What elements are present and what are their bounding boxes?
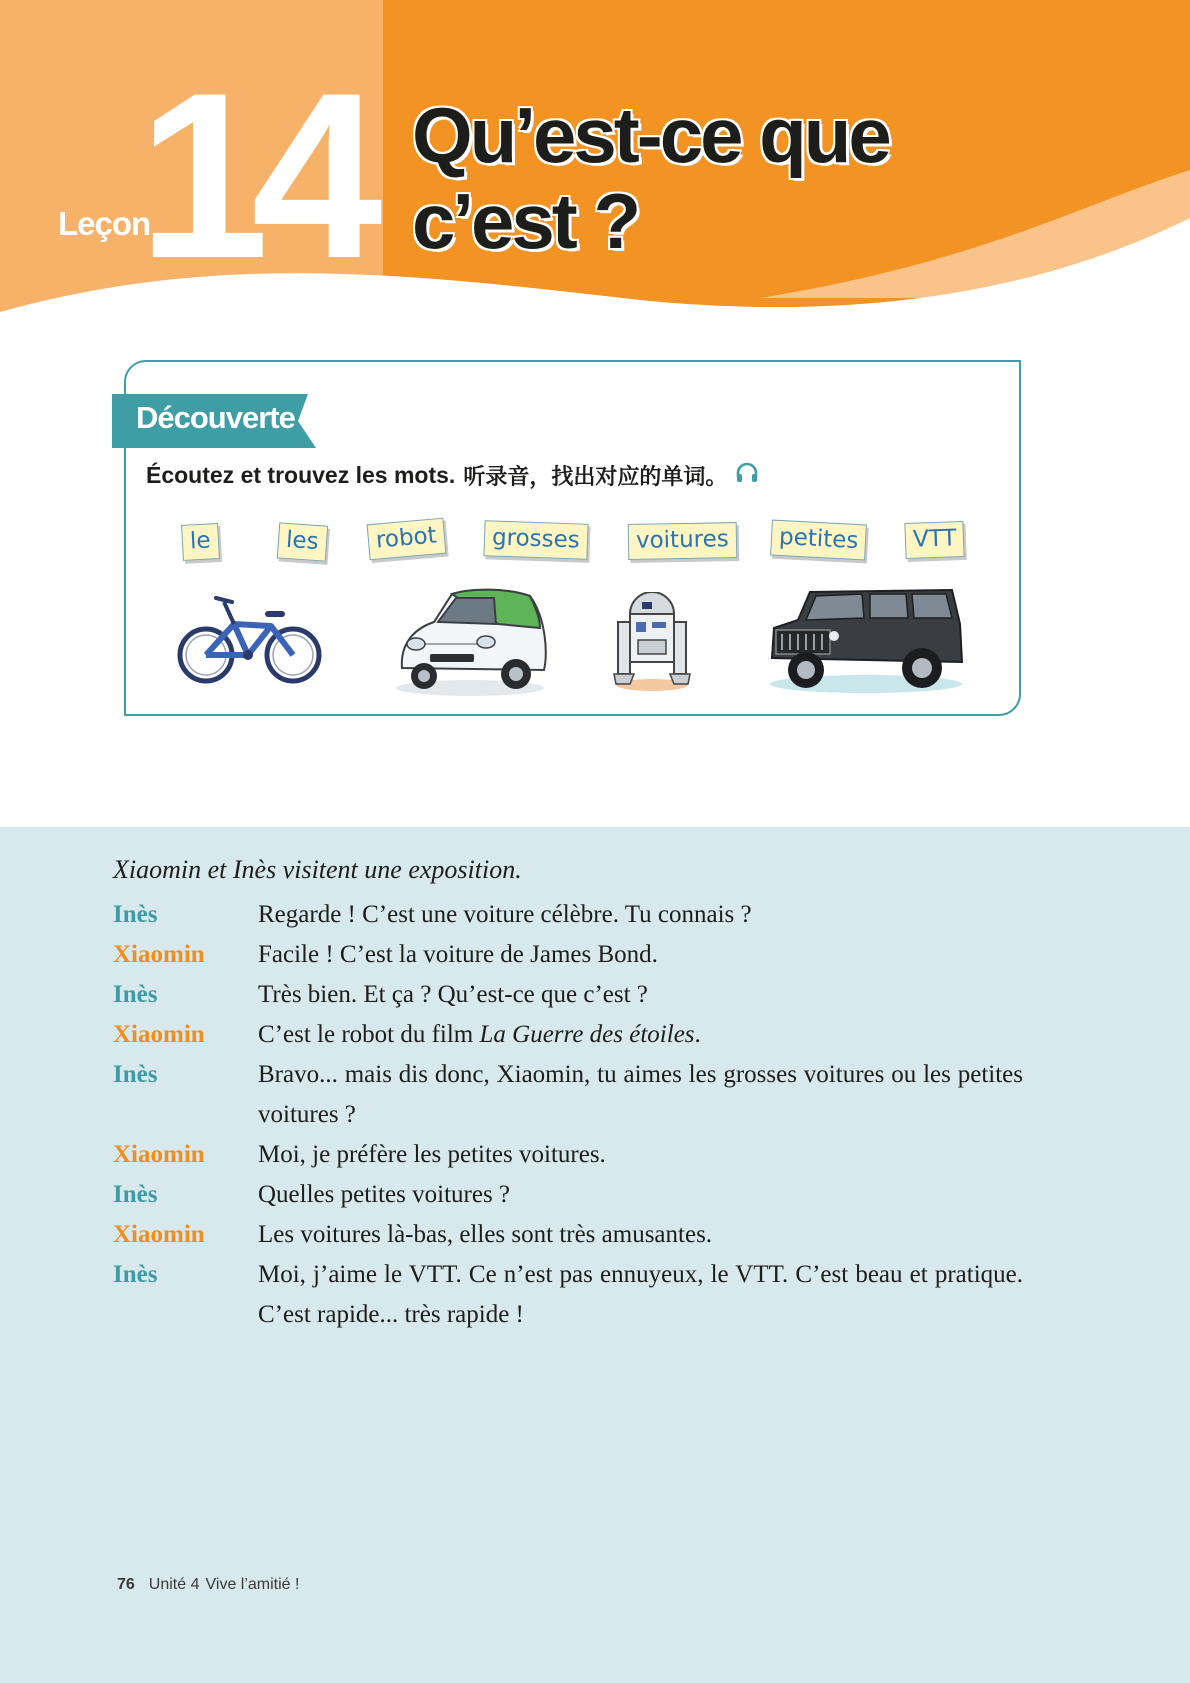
dialogue-line bbox=[113, 1015, 1023, 1055]
dialogue-line bbox=[113, 975, 1023, 1015]
unit-label: Unité 4 bbox=[148, 1576, 200, 1593]
speaker-name: Inès bbox=[113, 1261, 158, 1288]
line-text: Quelles petites voitures ? bbox=[258, 1181, 511, 1208]
line-text: Regarde ! C’est une voiture célèbre. Tu connais ? bbox=[258, 901, 752, 928]
dialogue-line bbox=[113, 1215, 1023, 1255]
line-text: Très bien. Et ça ? Qu’est-ce que c’est ? bbox=[258, 981, 648, 1008]
dialogue-line bbox=[113, 1055, 1023, 1135]
lesson-title bbox=[412, 92, 1132, 264]
page-number: 76 bbox=[117, 1576, 135, 1593]
speaker-name: Inès bbox=[113, 901, 158, 928]
word-card[interactable]: voitures bbox=[628, 522, 737, 560]
lesson-number: 14 bbox=[138, 44, 365, 308]
page-footer bbox=[117, 1576, 299, 1594]
line-text: Les voitures là-bas, elles sont très amusantes. bbox=[258, 1221, 713, 1248]
line-text: Moi, j’aime le VTT. Ce n’est pas ennuyeux, le VTT. C’est beau et pratique. C’est rapide... très rapide ! bbox=[258, 1261, 1023, 1328]
dialogue-context: Xiaomin et Inès visitent une exposition. bbox=[113, 855, 522, 884]
line-text-start: C’est le robot du film bbox=[258, 1021, 480, 1048]
line-text: Bravo... mais dis donc, Xiaomin, tu aimes les grosses voitures ou les petites voitures ? bbox=[258, 1061, 1023, 1128]
lesson-header bbox=[0, 0, 1190, 330]
dialogue-line bbox=[113, 895, 1023, 935]
lesson-title-line1: Qu’est-ce que bbox=[412, 91, 889, 179]
word-card[interactable]: le bbox=[181, 523, 219, 561]
speaker-name: Xiaomin bbox=[113, 1221, 205, 1248]
line-text: Moi, je préfère les petites voitures. bbox=[258, 1141, 606, 1168]
dialogue bbox=[113, 895, 1023, 1335]
word-card[interactable]: petites bbox=[770, 520, 867, 561]
lesson-title-line2: c’est ? bbox=[412, 177, 639, 265]
lecon-label: Leçon bbox=[58, 205, 151, 242]
instruction-fr: Écoutez et trouvez les mots. bbox=[146, 462, 456, 488]
speaker-name: Inès bbox=[113, 1181, 158, 1208]
dialogue-line bbox=[113, 1255, 1023, 1335]
word-card[interactable]: VTT bbox=[904, 521, 965, 559]
unit-title: Vive l’amitié ! bbox=[205, 1576, 300, 1593]
speaker-name: Xiaomin bbox=[113, 941, 205, 968]
small-car-illustration bbox=[390, 584, 550, 699]
speaker-name: Xiaomin bbox=[113, 1141, 205, 1168]
dialogue-line bbox=[113, 935, 1023, 975]
speaker-name: Inès bbox=[113, 1061, 158, 1088]
speaker-name: Inès bbox=[113, 981, 158, 1008]
bicycle-illustration bbox=[176, 592, 326, 692]
instruction bbox=[146, 460, 759, 491]
word-card[interactable]: grosses bbox=[483, 520, 588, 560]
line-text: Facile ! C’est la voiture de James Bond. bbox=[258, 941, 658, 968]
dialogue-line bbox=[113, 1135, 1023, 1175]
film-title: La Guerre des étoiles bbox=[479, 1021, 695, 1048]
robot-illustration bbox=[612, 592, 692, 692]
suv-illustration bbox=[766, 584, 966, 694]
word-card[interactable]: les bbox=[277, 522, 328, 561]
dialogue-line bbox=[113, 1175, 1023, 1215]
line-text bbox=[258, 1015, 1023, 1055]
instruction-zh: 听录音，找出对应的单词。 bbox=[463, 465, 728, 490]
word-card[interactable]: robot bbox=[367, 518, 447, 561]
section-tab-label: Découverte bbox=[136, 400, 295, 435]
line-text-end: . bbox=[694, 1021, 701, 1048]
headphones-icon[interactable] bbox=[735, 462, 759, 490]
speaker-name: Xiaomin bbox=[113, 1021, 205, 1048]
section-tab-decouverte bbox=[112, 394, 316, 448]
